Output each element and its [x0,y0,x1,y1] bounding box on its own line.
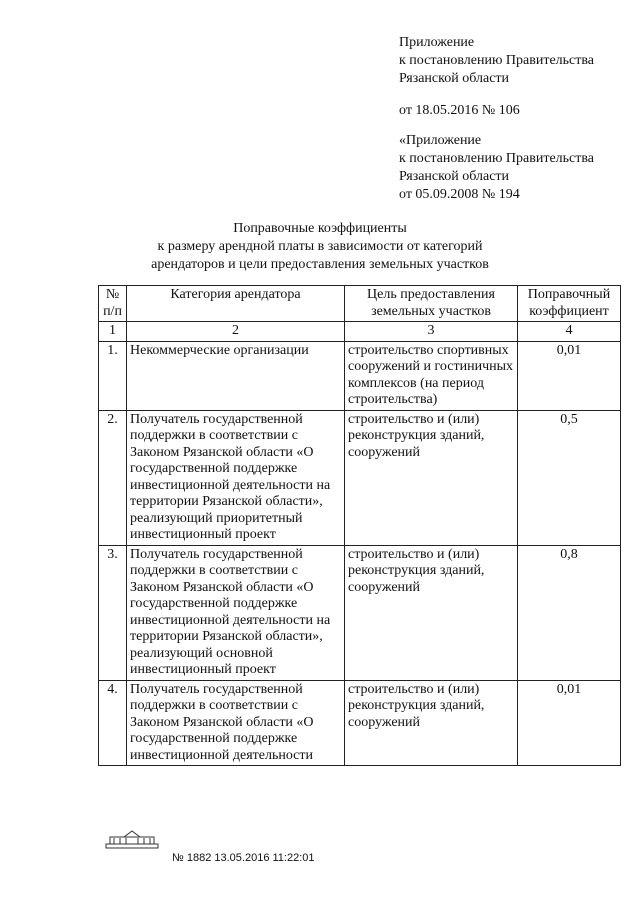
title-line: к размеру арендной платы в зависимости от категорий [157,239,483,254]
row-category: Получатель государственной поддержки в соответствии с Законом Рязанской области «О государственной поддержке инвестиционной деятельности на территории Рязанской области», реализующий приоритетный инвестиционный проект [127,410,345,545]
government-building-stamp-icon [104,828,160,850]
quoted-line: к постановлению Правительства [399,151,595,166]
registration-stamp: № 1882 13.05.2016 11:22:01 [172,852,315,864]
header-num: № п/п [99,286,127,322]
title-line: Поправочные коэффициенты [233,221,407,236]
table-row [99,545,621,680]
appendix-line: Приложение [399,35,475,50]
row-category: Получатель государственной поддержки в соответствии с Законом Рязанской области «О государственной поддержке инвестиционной деятельности [127,680,345,766]
column-number-row [99,322,621,342]
row-coefficient: 0,8 [518,545,621,680]
row-num: 4. [99,680,127,766]
quoted-line: Рязанской области [399,169,510,184]
row-purpose: строительство спортивных сооружений и гостиничных комплексов (на период строительства) [345,341,518,410]
header-coefficient: Поправочный коэффициент [518,286,621,322]
row-num: 1. [99,341,127,410]
header-purpose: Цель предоставления земельных участков [345,286,518,322]
table-header-row [99,286,621,322]
row-num: 2. [99,410,127,545]
appendix-line: Рязанской области [399,71,510,86]
col-number: 4 [518,322,621,342]
table-row [99,680,621,766]
col-number: 1 [99,322,127,342]
document-header [399,34,594,204]
quoted-line: «Приложение [399,133,482,148]
row-num: 3. [99,545,127,680]
row-coefficient: 0,01 [518,680,621,766]
row-coefficient: 0,5 [518,410,621,545]
row-purpose: строительство и (или) реконструкция зданий, сооружений [345,545,518,680]
appendix-line: к постановлению Правительства [399,53,595,68]
coefficients-table [98,285,621,766]
header-category: Категория арендатора [127,286,345,322]
row-purpose: строительство и (или) реконструкция зданий, сооружений [345,680,518,766]
table-row [99,341,621,410]
document-title [0,220,640,274]
col-number: 2 [127,322,345,342]
col-number: 3 [345,322,518,342]
table-row [99,410,621,545]
title-line: арендаторов и цели предоставления земельных участков [151,257,489,272]
row-purpose: строительство и (или) реконструкция зданий, сооружений [345,410,518,545]
row-category: Получатель государственной поддержки в соответствии с Законом Рязанской области «О государственной поддержке инвестиционной деятельности на территории Рязанской области», реализующий основной инвестиционный проект [127,545,345,680]
row-coefficient: 0,01 [518,341,621,410]
decree-date: от 18.05.2016 № 106 [399,103,520,118]
row-category: Некоммерческие организации [127,341,345,410]
quoted-line: от 05.09.2008 № 194 [399,187,520,202]
